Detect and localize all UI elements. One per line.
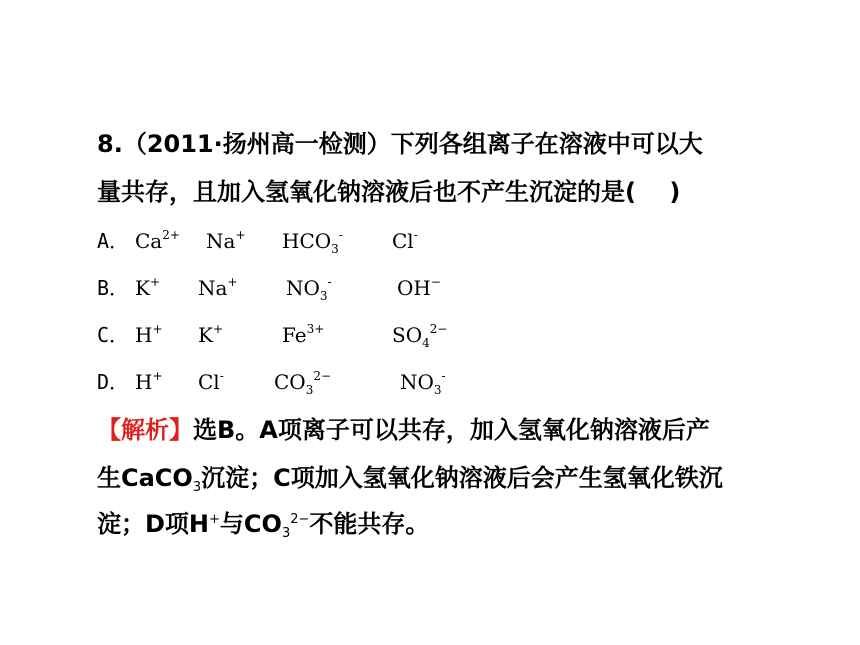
ion: Cl- bbox=[198, 369, 224, 394]
ion: K+ bbox=[135, 275, 161, 300]
option-letter: B． bbox=[97, 276, 130, 300]
option-d bbox=[97, 370, 517, 396]
ion: $NO_3^-$ bbox=[400, 369, 446, 397]
option-letter: C． bbox=[97, 323, 130, 347]
option-b bbox=[97, 276, 517, 302]
analysis-line-2: 生CaCO$_3$沉淀；C项加入氢氧化钠溶液后会产生氢氧化铁沉 bbox=[97, 464, 723, 495]
ion: K+ bbox=[198, 322, 224, 347]
analysis-line-1 bbox=[97, 418, 710, 442]
option-letter: D． bbox=[97, 370, 130, 394]
ion: H+ bbox=[135, 369, 163, 394]
analysis-label: 【解析】 bbox=[97, 416, 193, 444]
ion: Cl- bbox=[392, 228, 418, 253]
ion: $Ca^{2+}$ bbox=[135, 228, 180, 253]
option-letter: A． bbox=[97, 229, 130, 253]
ion: $CO_3^{2-}$ bbox=[274, 369, 332, 397]
ion: Na+ bbox=[206, 228, 246, 253]
ion: $SO_4^{2-}$ bbox=[392, 322, 448, 350]
analysis-text: 选B。A项离子可以共存，加入氢氧化钠溶液后产 bbox=[193, 416, 710, 444]
option-a bbox=[97, 229, 517, 255]
ion: $NO_3^-$ bbox=[286, 275, 332, 303]
option-c bbox=[97, 323, 517, 349]
ion: H+ bbox=[135, 322, 163, 347]
ion: Na+ bbox=[198, 275, 238, 300]
ion: $Fe^{3+}$ bbox=[282, 322, 325, 347]
analysis-line-3: 淀；D项H+与$CO_3^{2-}$不能共存。 bbox=[97, 510, 430, 541]
question-line-2: 量共存，且加入氢氧化钠溶液后也不产生沉淀的是( ) bbox=[97, 178, 681, 206]
question-line-1: 8.（2011·扬州高一检测）下列各组离子在溶液中可以大 bbox=[97, 130, 703, 158]
ion: $HCO_3^-$ bbox=[282, 228, 343, 256]
ion: OH− bbox=[397, 275, 441, 300]
